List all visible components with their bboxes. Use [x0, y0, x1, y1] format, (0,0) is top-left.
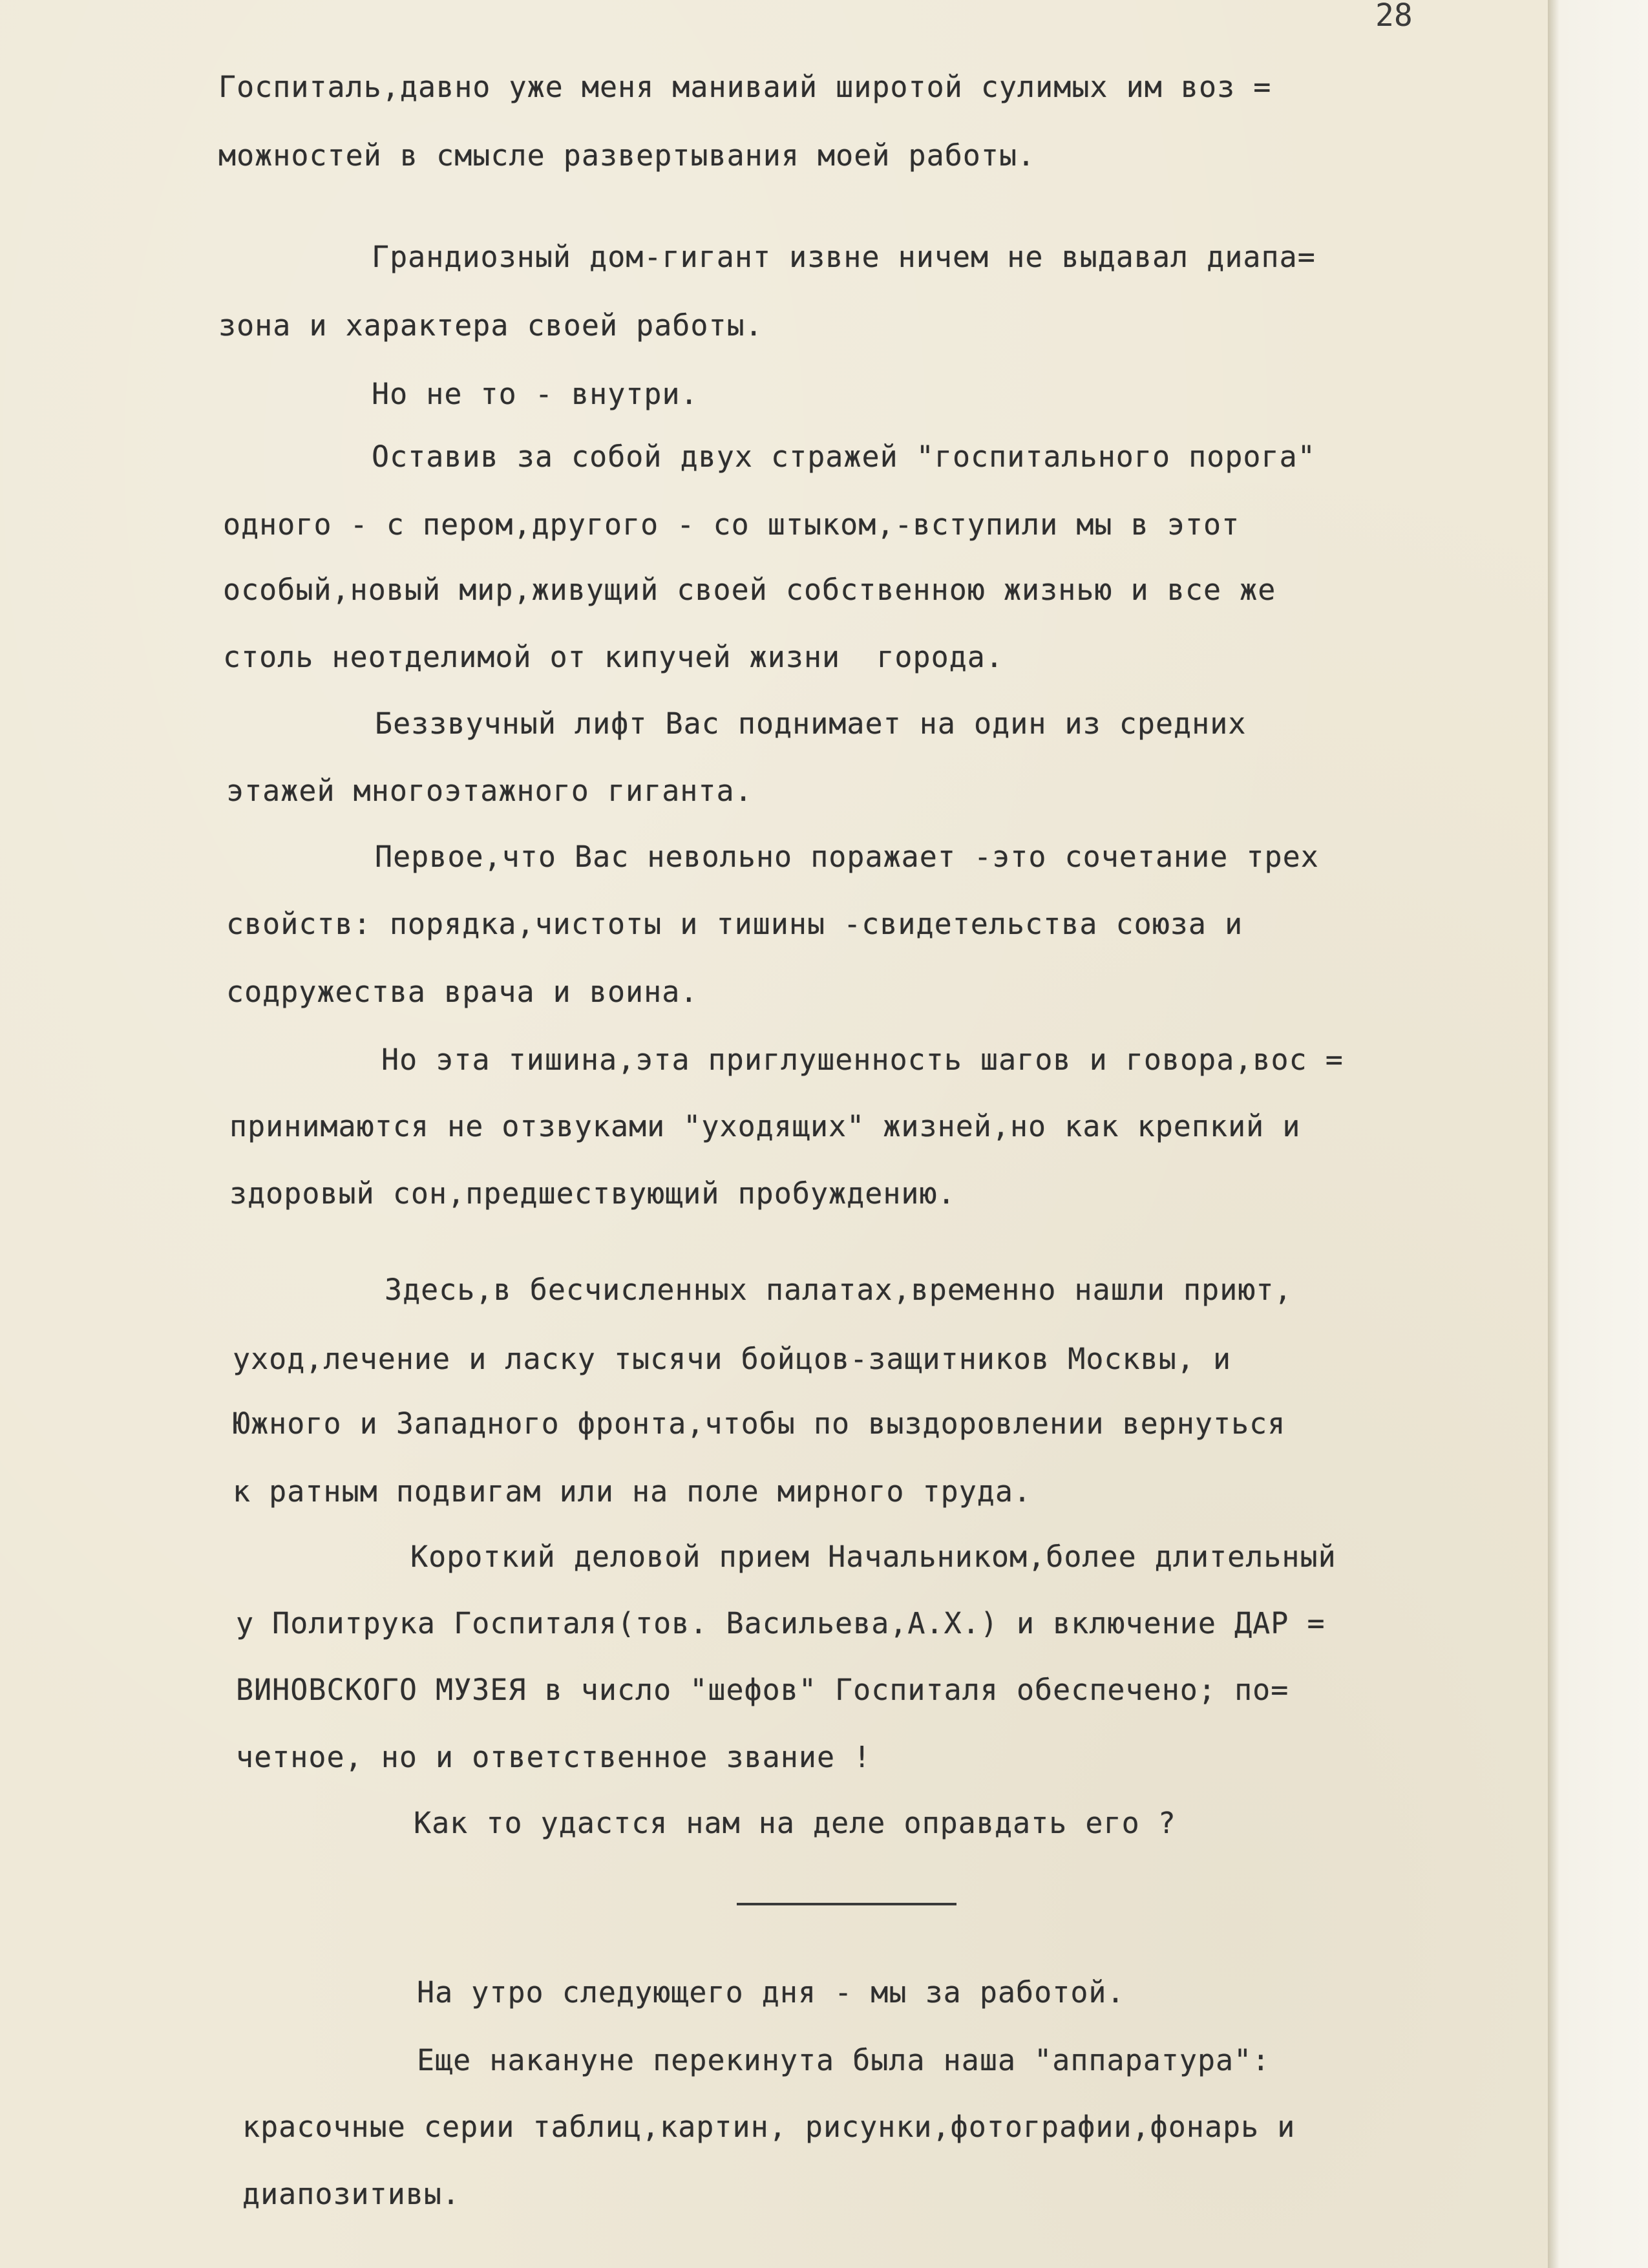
- text-line: Оставив за собой двух стражей "госпитального порога": [372, 440, 1316, 474]
- text-line: Южного и Западного фронта,чтобы по выздоровлении вернуться: [233, 1406, 1286, 1441]
- text-line: Грандиозный дом-гигант извне ничем не выдавал диапа=: [372, 240, 1316, 274]
- text-line: здоровый сон,предшествующий пробуждению.: [229, 1176, 956, 1211]
- text-line: Беззвучный лифт Вас поднимает на один из средних: [375, 706, 1247, 741]
- page-number: 28: [1375, 0, 1413, 34]
- text-line: Госпиталь,давно уже меня маниваий широтой сулимых им воз =: [218, 70, 1272, 104]
- text-line: Короткий деловой прием Начальником,более длительный: [410, 1540, 1336, 1574]
- text-line: этажей многоэтажного гиганта.: [226, 774, 753, 808]
- section-divider: [737, 1903, 956, 1905]
- text-line: Еще накануне перекинута была наша "аппаратура":: [417, 2043, 1271, 2077]
- text-line: четное, но и ответственное звание !: [236, 1740, 872, 1774]
- text-line: содружества врача и воина.: [226, 975, 699, 1009]
- text-line: Но не то - внутри.: [372, 377, 699, 411]
- text-line: у Политрука Госпиталя(тов. Васильева,А.Х.) и включение ДАР =: [236, 1606, 1326, 1640]
- text-line: Но эта тишина,эта приглушенность шагов и говора,вос =: [381, 1043, 1344, 1077]
- text-line: принимаются не отзвуками "уходящих" жизней,но как крепкий и: [229, 1109, 1301, 1143]
- text-line: ВИНОВСКОГО МУЗЕЯ в число "шефов" Госпиталя обеспечено; по=: [236, 1673, 1289, 1707]
- text-line: диапозитивы.: [242, 2177, 461, 2211]
- page-edge: [1548, 0, 1648, 2268]
- text-line: особый,новый мир,живущий своей собственною жизнью и все же: [223, 573, 1276, 607]
- text-line: Здесь,в бесчисленных палатах,временно нашли приют,: [385, 1273, 1293, 1307]
- text-line: На утро следующего дня - мы за работой.: [417, 1975, 1125, 2009]
- text-line: Первое,что Вас невольно поражает -это сочетание трех: [375, 840, 1319, 874]
- text-line: зона и характера своей работы.: [218, 308, 763, 343]
- text-line: к ратным подвигам или на поле мирного труда.: [233, 1474, 1032, 1509]
- text-line: Как то удастся нам на деле оправдать его ?: [414, 1806, 1176, 1840]
- text-line: можностей в смысле развертывания моей работы.: [218, 138, 1036, 173]
- text-line: свойств: порядка,чистоты и тишины -свидетельства союза и: [226, 907, 1243, 941]
- text-line: уход,лечение и ласку тысячи бойцов-защитников Москвы, и: [233, 1342, 1232, 1376]
- text-line: одного - с пером,другого - со штыком,-вступили мы в этот: [223, 507, 1240, 542]
- text-line: столь неотделимой от кипучей жизни города.: [223, 640, 1004, 674]
- text-line: красочные серии таблиц,картин, рисунки,фотографии,фонарь и: [242, 2110, 1296, 2144]
